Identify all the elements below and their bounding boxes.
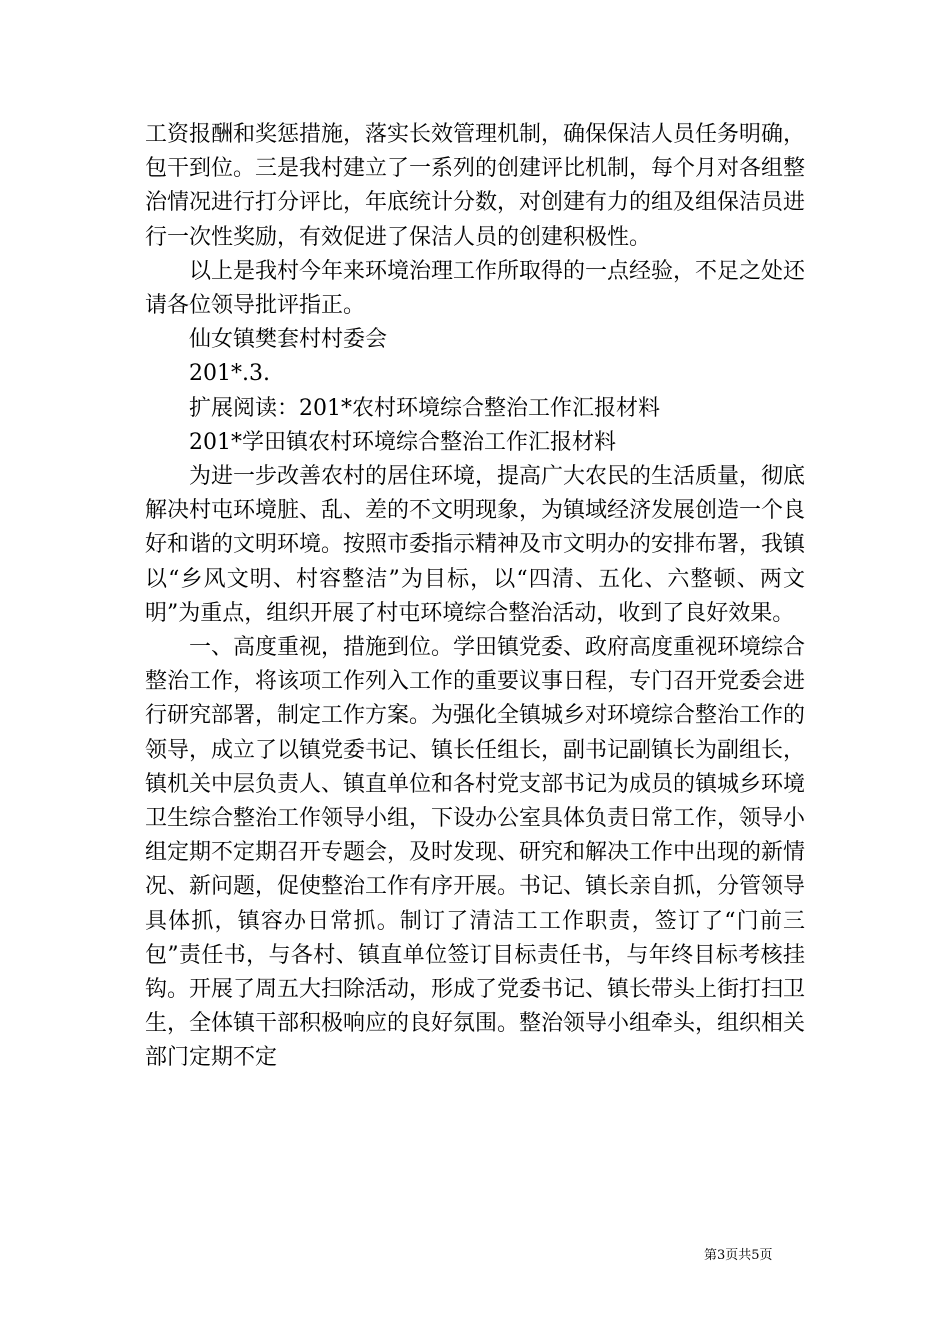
document-body xyxy=(145,118,805,1076)
signature-org: 仙女镇樊套村村委会 xyxy=(189,327,388,353)
signature-date: 201*.3. xyxy=(189,361,270,387)
paragraph-intro: 为进一步改善农村的居住环境，提高广大农民的生活质量，彻底解决村屯环境脏、乱、差的不文明现象，为镇域经济发展创造一个良好和谐的文明环境。按照市委指示精神及市文明办的安排布署，我镇以“乡风文明、村容整洁”为目标，以“四清、五化、六整顿、两文明”为重点，组织开展了村屯环境综合整治活动，收到了良好效果。 xyxy=(145,464,806,626)
paragraph-1: 工资报酬和奖惩措施，落实长效管理机制，确保保洁人员任务明确，包干到位。三是我村建立了一系列的创建评比机制，每个月对各组整治情况进行打分评比，年底统计分数，对创建有力的组及组保洁员进行一次性奖励，有效促进了保洁人员的创建积极性。 xyxy=(145,122,806,250)
paragraph-2: 以上是我村今年来环境治理工作所取得的一点经验，不足之处还请各位领导批评指正。 xyxy=(145,258,806,319)
paragraph-section-one: 一、高度重视，措施到位。学田镇党委、政府高度重视环境综合整治工作，将该项工作列入工作的重要议事日程，专门召开党委会进行研究部署，制定工作方案。为强化全镇城乡对环境综合整治工作的领导，成立了以镇党委书记、镇长任组长，副书记副镇长为副组长，镇机关中层负责人、镇直单位和各村党支部书记为成员的镇城乡环境卫生综合整治工作领导小组，下设办公室具体负责日常工作，领导小组定期不定期召开专题会，及时发现、研究和解决工作中出现的新情况、新问题，促使整治工作有序开展。书记、镇长亲自抓，分管领导具体抓，镇容办日常抓。制订了清洁工工作职责，签订了“门前三包”责任书，与各村、镇直单位签订目标责任书，与年终目标考核挂钩。开展了周五大扫除活动，形成了党委书记、镇长带头上街打扫卫生，全体镇干部积极响应的良好氛围。整治领导小组牵头，组织相关部门定期不定 xyxy=(145,635,806,1071)
extended-reading-line: 扩展阅读：201*农村环境综合整治工作汇报材料 xyxy=(189,395,660,421)
page-number: 第3页共5页 xyxy=(704,1248,773,1263)
section-title: 201*学田镇农村环境综合整治工作汇报材料 xyxy=(189,429,616,455)
